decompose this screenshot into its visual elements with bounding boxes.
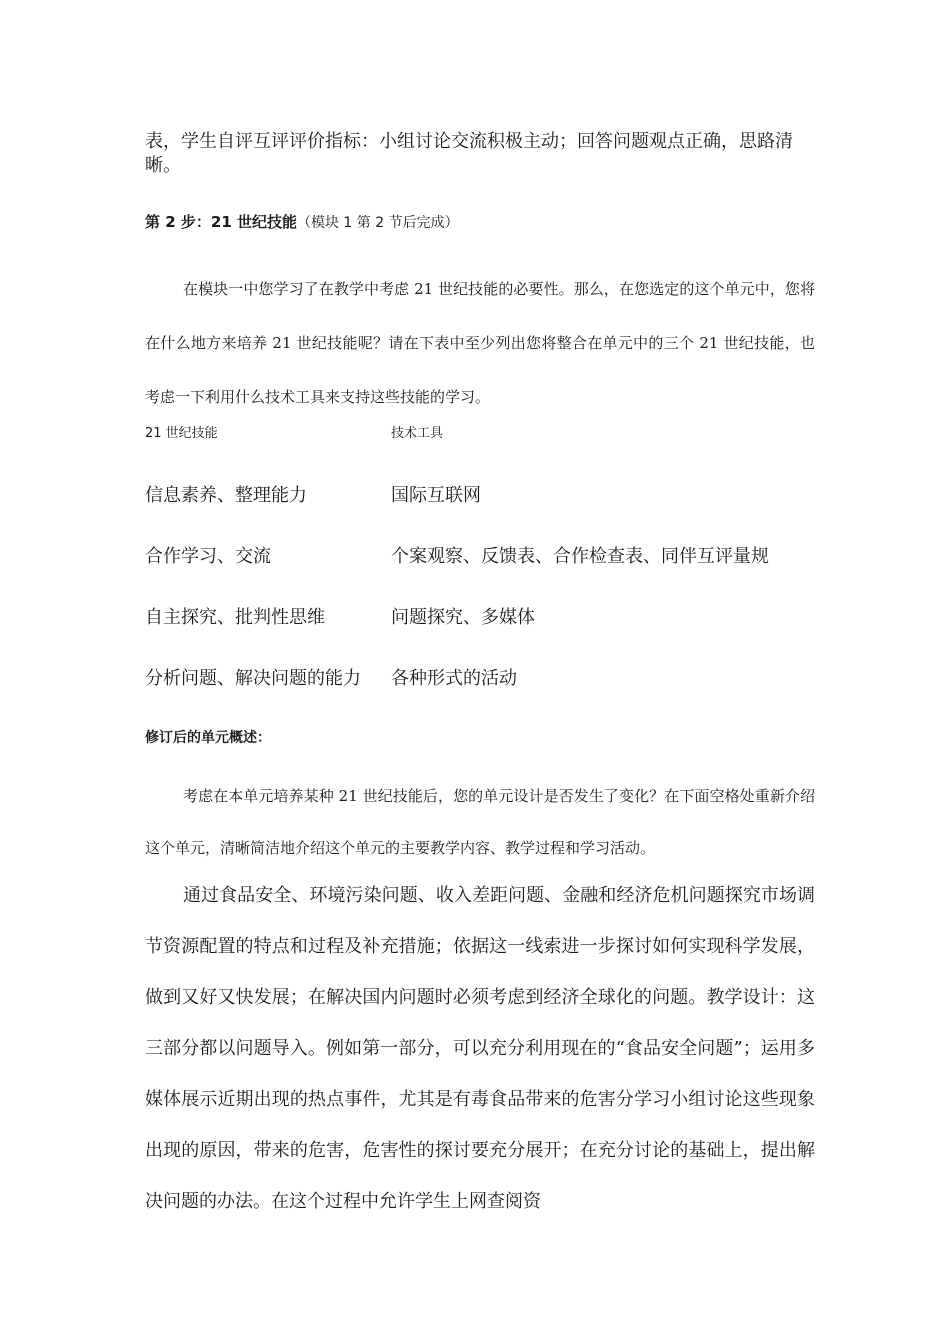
- revised-overview-body: 通过食品安全、环境污染问题、收入差距问题、金融和经济危机问题探究市场调节资源配置的特点和过程及补充措施；依据这一线索进一步探讨如何实现科学发展，做到又好又快发展；在解决国内问题时必须考虑到经济全球化的问题。教学设计：这三部分都以问题导入。例如第一部分，可以充分利用现在的“食品安全问题”；运用多媒体展示近期出现的热点事件，尤其是有毒食品带来的危害分学习小组讨论这些现象出现的原因，带来的危害，危害性的探讨要充分展开；在充分讨论的基础上，提出解决问题的办法。在这个过程中允许学生上网查阅资: [145, 885, 815, 1212]
- table-row-4-skill: 分析问题、解决问题的能力: [145, 668, 361, 689]
- top-paragraph: 表，学生自评互评评价指标：小组讨论交流积极主动；回答问题观点正确，思路清晰。: [145, 131, 793, 176]
- table-row-4-tool: 各种形式的活动: [391, 668, 517, 689]
- table-row-2-skill: 合作学习、交流: [145, 546, 271, 567]
- table-row-3-tool: 问题探究、多媒体: [391, 607, 535, 628]
- step2-heading-title: 第 2 步：21 世纪技能: [145, 213, 297, 231]
- table-header-skills: 21 世纪技能: [145, 426, 218, 441]
- step2-intro-paragraph: 在模块一中您学习了在教学中考虑 21 世纪技能的必要性。那么，在您选定的这个单元中，您将在什么地方来培养 21 世纪技能呢？请在下表中至少列出您将整合在单元中的三个 21 世纪技能，也考虑一下利用什么技术工具来支持这些技能的学习。: [145, 280, 815, 406]
- table-header-tools: 技术工具: [391, 426, 444, 441]
- table-row-1-tool: 国际互联网: [391, 485, 481, 506]
- table-row-1-skill: 信息素养、整理能力: [145, 485, 307, 506]
- revised-overview-heading: 修订后的单元概述：: [145, 730, 271, 746]
- step2-heading: [145, 210, 459, 235]
- revised-overview-instruction: 考虑在本单元培养某种 21 世纪技能后，您的单元设计是否发生了变化？在下面空格处重新介绍这个单元，清晰简洁地介绍这个单元的主要教学内容、教学过程和学习活动。: [145, 787, 815, 857]
- table-row-2-tool: 个案观察、反馈表、合作检查表、同伴互评量规: [391, 546, 769, 567]
- table-row-3-skill: 自主探究、批判性思维: [145, 607, 325, 628]
- step2-heading-note: （模块 1 第 2 节后完成）: [296, 215, 459, 231]
